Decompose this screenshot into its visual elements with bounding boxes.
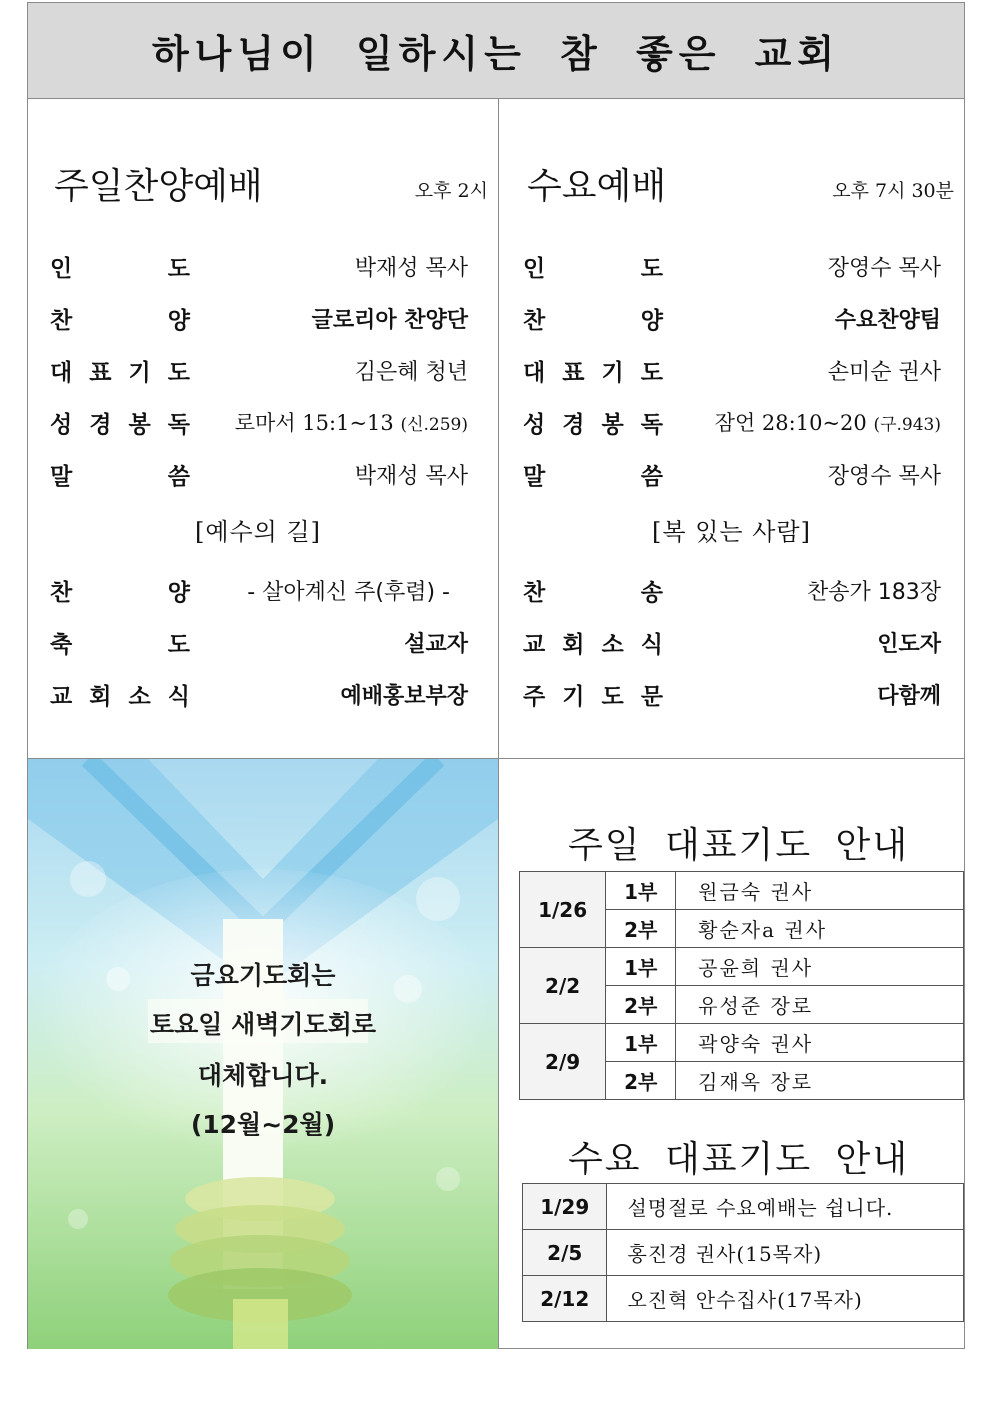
- label-text: 인 도: [50, 255, 190, 282]
- row-label: [50, 354, 190, 387]
- row-label: [50, 458, 190, 491]
- prayer-name: 유성준 장로: [676, 986, 964, 1024]
- prayer-date: 2/5: [523, 1230, 607, 1276]
- sunday-row-praise: [50, 300, 468, 336]
- bulletin-page: [27, 2, 965, 1349]
- label-text: 말 씀: [523, 463, 663, 490]
- wednesday-row-sermon: [523, 456, 941, 492]
- scripture-note: (구.943): [873, 415, 941, 435]
- prayer-part: 1부: [606, 1024, 676, 1062]
- prayer-part: 1부: [606, 948, 676, 986]
- sunday-service-name: 주일찬양예배: [54, 166, 263, 207]
- wednesday-sermon-title: [복 있는 사람]: [652, 518, 811, 546]
- prayer-name: 설명절로 수요예배는 쉽니다.: [607, 1184, 964, 1230]
- wednesday-row-prayer: [523, 352, 941, 388]
- notice-line-3: 대체합니다.: [197, 1061, 329, 1090]
- label-text: 찬 양: [50, 579, 190, 606]
- row-value: 글로리아 찬양단: [311, 307, 468, 333]
- row-label: [50, 250, 190, 283]
- row-label: [523, 626, 663, 659]
- row-value: - 살아계신 주(후렴) -: [247, 579, 450, 605]
- row-label: [523, 354, 663, 387]
- scripture-text: 로마서 15:1~13: [234, 411, 394, 435]
- row-value: 설교자: [404, 631, 468, 657]
- table-row: [520, 948, 964, 986]
- notice-line-4: (12월~2월): [190, 1110, 336, 1139]
- label-text: 교 회 소 식: [523, 631, 663, 658]
- notice-line-1: 금요기도회는: [190, 961, 336, 990]
- prayer-name: 공윤희 권사: [676, 948, 964, 986]
- church-title: 하나님이 일하시는 참 좋은 교회: [151, 32, 841, 76]
- label-text: 말 씀: [50, 463, 190, 490]
- wednesday-service-section: [499, 98, 964, 758]
- sunday-prayer-title: 주일 대표기도 안내: [568, 825, 910, 866]
- wednesday-service-name: 수요예배: [527, 166, 667, 207]
- notice-line-2: 토요일 새벽기도회로: [149, 1010, 377, 1039]
- cross-artwork: [28, 759, 498, 1349]
- sunday-service-time: 오후 2시: [414, 180, 488, 202]
- label-text: 찬 양: [523, 307, 663, 334]
- wednesday-row-lords-prayer: [523, 676, 941, 712]
- sunday-prayer-table: [519, 871, 964, 1100]
- row-label: [50, 406, 190, 439]
- prayer-date: 1/29: [523, 1184, 607, 1230]
- wednesday-row-praise: [523, 300, 941, 336]
- wednesday-row-news: [523, 624, 941, 660]
- row-label: [523, 250, 663, 283]
- table-row: [520, 1024, 964, 1062]
- cross-painting-image: [28, 759, 498, 1349]
- label-text: 대 표 기 도: [523, 359, 663, 386]
- row-value: 장영수 목사: [827, 463, 941, 489]
- divider-vertical-bottom: [498, 759, 499, 1348]
- row-label: [50, 574, 190, 607]
- row-label: [50, 626, 190, 659]
- row-value: 박재성 목사: [354, 463, 468, 489]
- wednesday-row-leader: [523, 248, 941, 284]
- sunday-row-sermon: [50, 456, 468, 492]
- prayer-name: 원금숙 권사: [676, 872, 964, 910]
- row-label: [523, 406, 663, 439]
- table-row: [523, 1276, 964, 1322]
- label-text: 찬 양: [50, 307, 190, 334]
- header-bar: [28, 3, 964, 99]
- prayer-name: 곽양숙 권사: [676, 1024, 964, 1062]
- prayer-date: 2/9: [520, 1024, 606, 1100]
- sunday-service-section: [28, 98, 498, 758]
- row-label: [523, 302, 663, 335]
- row-value: 장영수 목사: [827, 255, 941, 281]
- scripture-note: (신.259): [400, 415, 468, 435]
- label-text: 대 표 기 도: [50, 359, 190, 386]
- label-text: 성 경 봉 독: [50, 411, 190, 438]
- row-value: 박재성 목사: [354, 255, 468, 281]
- row-value: [235, 407, 468, 437]
- row-value: 찬송가 183장: [807, 579, 941, 605]
- prayer-date: 2/12: [523, 1276, 607, 1322]
- table-row: [520, 872, 964, 910]
- sunday-row-leader: [50, 248, 468, 284]
- label-text: 교 회 소 식: [50, 683, 190, 710]
- prayer-part: 2부: [606, 910, 676, 948]
- prayer-part: 2부: [606, 986, 676, 1024]
- sunday-row-prayer: [50, 352, 468, 388]
- row-value: 다함께: [877, 683, 941, 709]
- sunday-row-closing-hymn: [50, 572, 450, 608]
- label-text: 축 도: [50, 631, 190, 658]
- row-label: [523, 458, 663, 491]
- prayer-name: 오진혁 안수집사(17목자): [607, 1276, 964, 1322]
- prayer-name: 황순자a 권사: [676, 910, 964, 948]
- row-label: [523, 574, 663, 607]
- row-value: 인도자: [877, 631, 941, 657]
- prayer-part: 2부: [606, 1062, 676, 1100]
- wednesday-row-hymn: [523, 572, 941, 608]
- wednesday-prayer-table: [522, 1183, 964, 1322]
- prayer-date: 2/2: [520, 948, 606, 1024]
- wednesday-service-time: 오후 7시 30분: [832, 180, 954, 202]
- row-label: [50, 678, 190, 711]
- prayer-date: 1/26: [520, 872, 606, 948]
- label-text: 주 기 도 문: [523, 683, 663, 710]
- label-text: 인 도: [523, 255, 663, 282]
- prayer-name: 홍진경 권사(15목자): [607, 1230, 964, 1276]
- row-value: 수요찬양팀: [834, 307, 941, 333]
- table-row: [523, 1184, 964, 1230]
- row-value: [715, 407, 941, 437]
- label-text: 성 경 봉 독: [523, 411, 663, 438]
- row-label: [523, 678, 663, 711]
- scripture-text: 잠언 28:10~20: [714, 411, 867, 435]
- prayer-part: 1부: [606, 872, 676, 910]
- sunday-row-news: [50, 676, 468, 712]
- wednesday-prayer-title: 수요 대표기도 안내: [568, 1139, 910, 1180]
- label-text: 찬 송: [523, 579, 663, 606]
- prayer-name: 김재옥 장로: [676, 1062, 964, 1100]
- sunday-row-benediction: [50, 624, 468, 660]
- row-value: 김은혜 청년: [354, 359, 468, 385]
- wednesday-row-scripture: [523, 404, 941, 440]
- sunday-sermon-title: [예수의 길]: [194, 518, 322, 546]
- row-label: [50, 302, 190, 335]
- row-value: 손미순 권사: [827, 359, 941, 385]
- table-row: [523, 1230, 964, 1276]
- sunday-row-scripture: [50, 404, 468, 440]
- row-value: 예배홍보부장: [340, 683, 468, 709]
